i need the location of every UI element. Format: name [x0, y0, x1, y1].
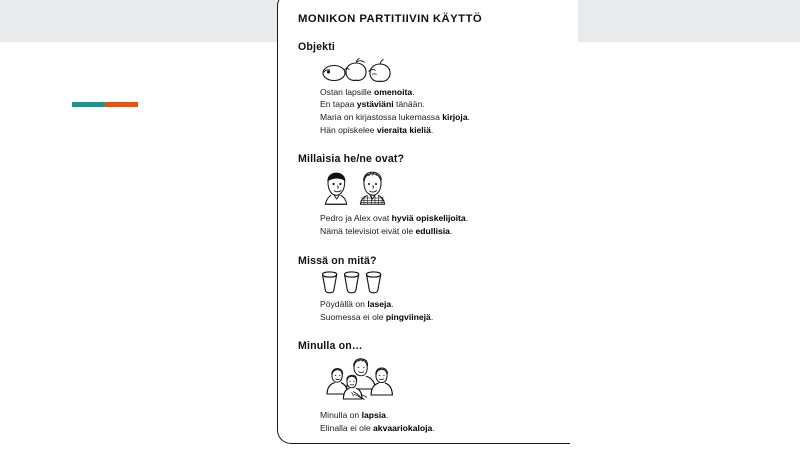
line-text-post: tänään. — [393, 99, 425, 110]
list-item — [320, 311, 554, 324]
three-glasses-illustration — [320, 271, 554, 295]
example-line-list — [320, 409, 554, 434]
two-men-faces-illustration — [320, 169, 554, 209]
list-item — [320, 111, 554, 124]
line-text-post: . — [430, 311, 434, 322]
line-text-pre: Ostan lapsille — [320, 86, 374, 97]
list-item — [320, 124, 554, 137]
example-line-list — [320, 212, 554, 237]
section-body — [298, 169, 554, 237]
section-objekti — [298, 41, 554, 137]
line-text-post: . — [391, 298, 394, 309]
line-text-bold: edullisia — [415, 226, 450, 237]
accent-rule — [72, 102, 138, 107]
line-text-post: . — [385, 410, 389, 421]
list-item — [320, 225, 554, 238]
line-text-bold: pingviinejä — [385, 311, 431, 322]
line-text-pre: Maria on kirjastossa lukemassa — [320, 111, 443, 122]
three-apples-illustration — [320, 57, 554, 83]
line-text-post: . — [465, 213, 469, 224]
content-card — [277, 0, 570, 444]
list-item — [320, 409, 554, 422]
line-text-bold: hyviä opiskelijoita — [391, 213, 466, 224]
line-text-pre: Hän opiskelee — [320, 124, 377, 135]
example-line-list — [320, 298, 554, 323]
line-text-pre: Minulla on — [320, 410, 362, 421]
family-group-illustration — [320, 356, 554, 406]
line-text-post: . — [432, 423, 435, 434]
line-text-pre: Suomessa ei ole — [320, 311, 386, 322]
example-line-list — [320, 86, 554, 137]
line-text-bold: omenoita — [373, 86, 413, 97]
line-text-pre: En tapaa — [320, 99, 357, 110]
section-heading: Millaisia he/ne ovat? — [298, 153, 405, 166]
line-text-pre: Pedro ja Alex ovat — [320, 213, 392, 224]
list-item — [320, 98, 554, 111]
line-text-bold: lapsia — [361, 410, 386, 421]
section-millaisia — [298, 153, 554, 237]
line-text-bold: vieraita kieliä — [376, 124, 431, 135]
line-text-bold: laseja — [367, 298, 392, 309]
line-text-post: . — [430, 124, 434, 135]
card-title: MONIKON PARTITIIVIN KÄYTTÖ — [298, 13, 483, 25]
section-heading: Minulla on… — [298, 340, 363, 353]
line-text-pre: Nämä televisiot eivät ole — [320, 226, 416, 237]
section-body — [298, 271, 554, 323]
line-text-bold: akvaariokaloja — [373, 423, 433, 434]
section-minulla — [298, 340, 554, 434]
list-item — [320, 212, 554, 225]
list-item — [320, 298, 554, 311]
list-item — [320, 86, 554, 99]
section-body — [298, 57, 554, 137]
section-heading: Missä on mitä? — [298, 254, 377, 267]
line-text-post: . — [412, 86, 415, 97]
line-text-pre: Elinalla ei ole — [320, 423, 374, 434]
accent-rule-orange-segment — [105, 102, 138, 107]
section-heading: Objekti — [298, 40, 335, 53]
line-text-post: . — [467, 111, 470, 122]
section-body — [298, 356, 554, 434]
section-missa — [298, 255, 554, 323]
accent-rule-teal-segment — [72, 102, 105, 107]
line-text-post: . — [449, 226, 453, 237]
header-band-notch — [570, 0, 578, 43]
line-text-bold: ystäviäni — [356, 99, 394, 110]
line-text-pre: Pöydällä on — [320, 298, 368, 309]
list-item — [320, 422, 554, 435]
line-text-bold: kirjoja — [442, 111, 468, 122]
